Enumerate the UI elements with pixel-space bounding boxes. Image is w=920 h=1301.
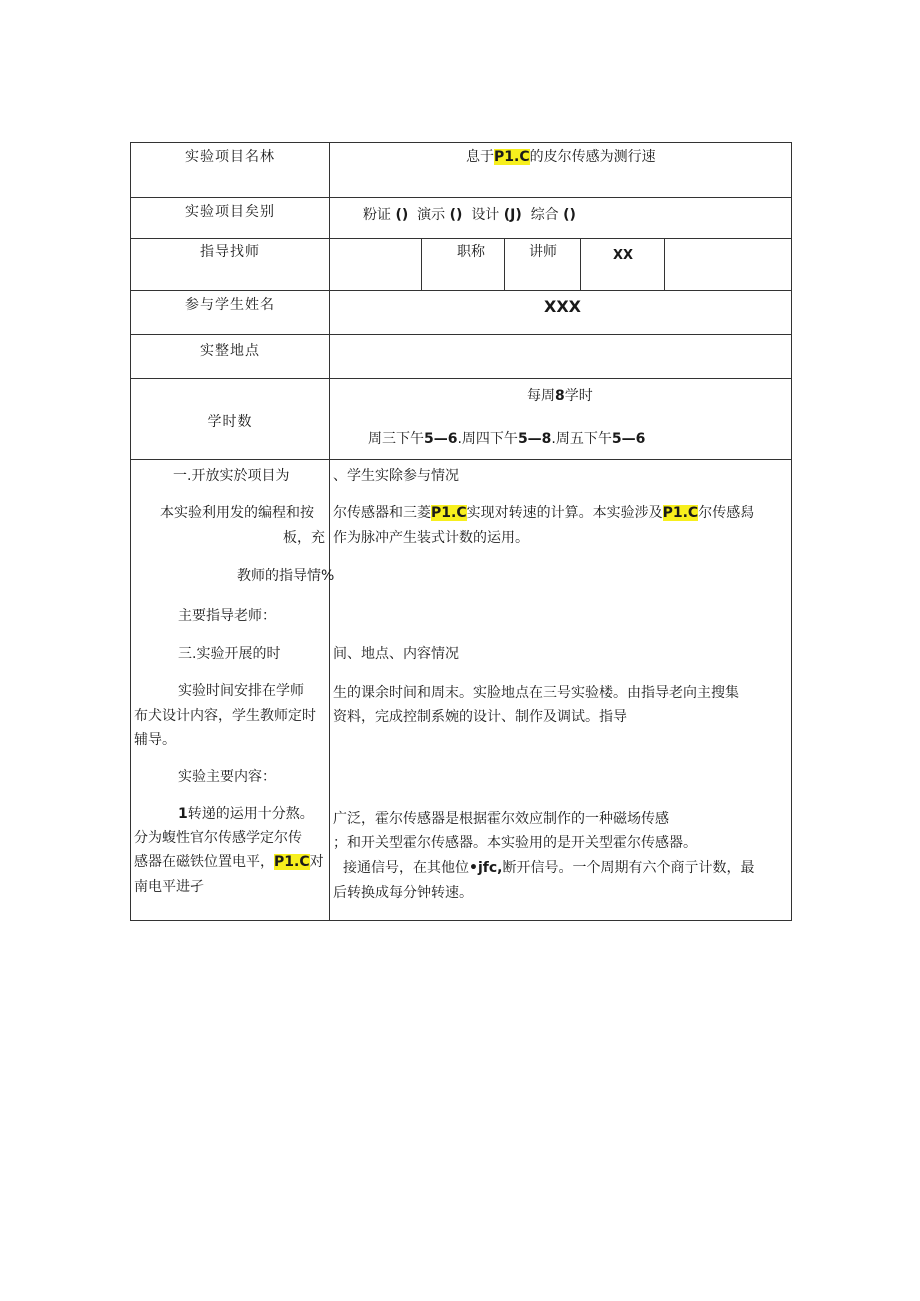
column-divider [421,238,422,290]
content-text-right: 接通信号，在其他位•jfc,断开信号。一个周期有六个商亍计数，最 [343,860,755,876]
students-label: 参与学生姓名 [185,297,275,313]
students-value: XXX [544,297,582,316]
main-teacher-heading: 主要指导老师： [178,608,276,624]
content-text-left: 分为蝮性官尔传感学定尔传 [134,830,302,846]
row-divider [130,197,792,198]
row-divider [130,238,792,239]
project-name-value: 息于P1.C的皮尔传感为测行速 [466,149,656,165]
section1-text-left: 板，充 [283,530,325,546]
project-name-label: 实验项目名林 [185,149,275,165]
section1-text-left: 本实验利用发的编程和按 [160,505,314,521]
column-divider [329,142,330,921]
teacher-name: XX [613,248,634,263]
teacher-title-label: 职称 [457,244,485,260]
teacher-title-value: 讲师 [529,244,557,260]
section3-heading-right: 间、地点、内容情况 [333,646,459,662]
section1-heading-left: 一.开放实於项目为 [173,468,290,484]
content-text-right: 广泛，霍尔传感器是根据霍尔效应制作的一种磁场传感 [333,811,669,827]
type-option: 设计 (J) [471,207,522,223]
row-divider [130,290,792,291]
content-text-left: 1转递的运用十分熬。 [178,806,314,822]
row-divider [130,378,792,379]
section3-text-right: 生的课余时间和周末。实脸地点在三号实验楼。由指导老向主搜集 [333,685,739,701]
hours-label: 学时数 [207,414,253,430]
teacher-label: 指导找师 [200,244,260,260]
content-text-left: 感器在磁铁位置电平，P1.C对 [134,854,324,870]
section1-text-right: 尔传感器和三菱P1.C实现对转速的计算。本实验涉及P1.C尔传感舄 [333,505,755,521]
type-option: 演示 () [417,207,463,223]
column-divider [580,238,581,290]
section3-text-right: 资料，完成控制系婉的设计、制作及调试。指导 [333,709,627,725]
project-type-options [363,204,576,224]
content-heading: 实验主要内容： [178,769,276,785]
column-divider [504,238,505,290]
row-divider [130,459,792,460]
content-text-left: 南电平进孑 [134,879,204,895]
section3-text-left: 辅导。 [134,732,176,748]
type-option: 综合 () [530,207,576,223]
section1-heading-right: 、学生实除参与情况 [333,468,459,484]
row-divider [130,334,792,335]
content-text-right: ；和开关型霍尔传感器。本实验用的是开关型霍尔传感器。 [333,835,697,851]
hours-weekly: 每周8学时 [527,388,593,404]
type-option: 粉证 () [363,207,409,223]
hours-schedule: 周三下午5—6.周四下午5—8.周五下午5—6 [368,431,646,447]
content-text-right: 后转换成每分钟转速。 [333,885,473,901]
column-divider [664,238,665,290]
teacher-guidance-heading: 教师的指导情% [237,568,335,584]
section3-text-left: 布犬设计内容，学生教师定时 [134,708,316,724]
location-label: 实整地点 [200,343,260,359]
project-type-label: 实验项目矣别 [185,204,275,220]
section1-text-right: 作为脉冲产生装式计数的运用。 [333,530,529,546]
section3-heading-left: 三.实验开展的时 [178,646,281,662]
section3-text-left: 实验时间安排在学师 [178,683,304,699]
